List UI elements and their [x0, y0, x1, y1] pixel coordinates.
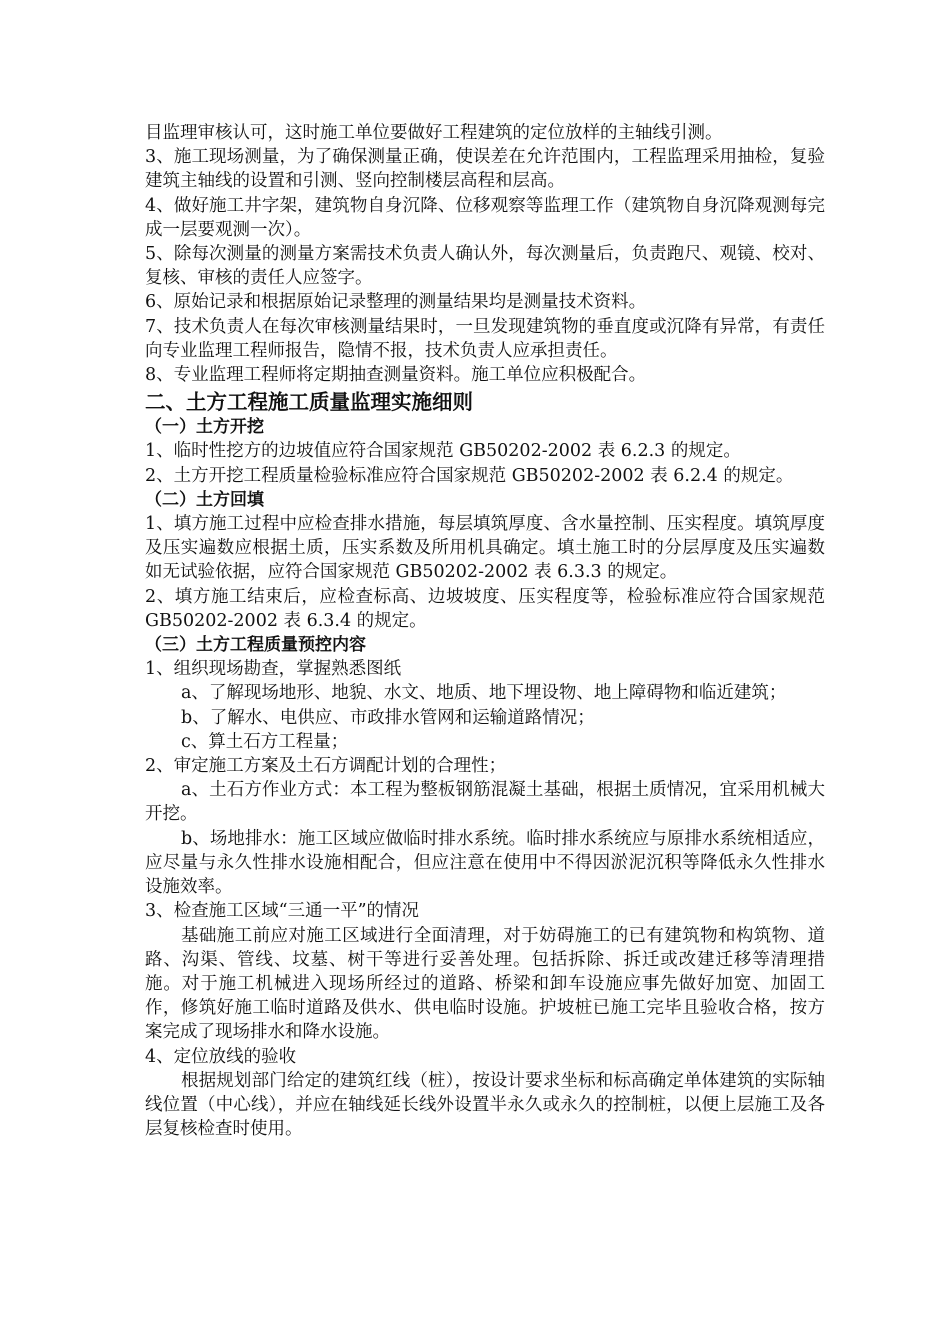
paragraph-indented: b、了解水、电供应、市政排水管网和运输道路情况；: [181, 707, 595, 728]
subsection-heading: （三）土方工程质量预控内容: [145, 635, 366, 656]
document-page: [145, 121, 825, 1141]
paragraph-indented: a、土石方作业方式：本工程为整板钢筋混凝土基础，根据土质情况，宜采用机械大开挖。: [145, 780, 825, 825]
paragraph: 1、临时性挖方的边坡值应符合国家规范 GB50202-2002 表 6.2.3 的规定。: [145, 441, 741, 462]
subsection-heading: （二）土方回填: [145, 489, 264, 510]
paragraph: 3、施工现场测量，为了确保测量正确，使误差在允许范围内，工程监理采用抽检，复验建筑主轴线的设置和引测、竖向控制楼层高程和层高。: [145, 147, 825, 192]
paragraph: 4、做好施工井字架，建筑物自身沉降、位移观察等监理工作（建筑物自身沉降观测每完成一层要观测一次）。: [145, 195, 825, 240]
paragraph: 2、填方施工结束后，应检查标高、边坡坡度、压实程度等，检验标准应符合国家规范 GB50202-2002 表 6.3.4 的规定。: [145, 586, 825, 631]
paragraph: 4、定位放线的验收: [145, 1046, 297, 1067]
paragraph: 5、除每次测量的测量方案需技术负责人确认外，每次测量后，负责跑尺、观镜、校对、复核、审核的责任人应签字。: [145, 244, 825, 289]
paragraph: 8、专业监理工程师将定期抽查测量资料。施工单位应积极配合。: [145, 365, 647, 386]
paragraph-indented: a、了解现场地形、地貌、水文、地质、地下埋设物、地上障碍物和临近建筑；: [181, 683, 787, 704]
paragraph: 2、审定施工方案及土石方调配计划的合理性；: [145, 756, 507, 777]
paragraph-indented: b、场地排水：施工区域应做临时排水系统。临时排水系统应与原排水系统相适应，应尽量与永久性排水设施相配合，但应注意在使用中不得因淤泥沉积等降低永久性排水设施效率。: [145, 828, 825, 898]
paragraph: 3、检查施工区域“三通一平”的情况: [145, 901, 420, 922]
paragraph: 6、原始记录和根据原始记录整理的测量结果均是测量技术资料。: [145, 292, 647, 313]
paragraph-indented: 根据规划部门给定的建筑红线（桩），按设计要求坐标和标高确定单体建筑的实际轴线位置（中心线），并应在轴线延长线外设置半永久或永久的控制桩，以便上层施工及各层复核检查时使用。: [145, 1070, 825, 1140]
paragraph: 2、土方开挖工程质量检验标准应符合国家规范 GB50202-2002 表 6.2.4 的规定。: [145, 465, 794, 486]
paragraph: 目监理审核认可，这时施工单位要做好工程建筑的定位放样的主轴线引测。: [145, 123, 723, 143]
paragraph-indented: 基础施工前应对施工区域进行全面清理，对于妨碍施工的已有建筑物和构筑物、道路、沟渠、管线、坟墓、树干等进行妥善处理。包括拆除、拆迁或改建迁移等清理措施。对于施工机械进入现场所经过的道路、桥梁和卸车设施应事先做好加宽、加固工作，修筑好施工临时道路及供水、供电临时设施。护坡桩已施工完毕且验收合格，按方案完成了现场排水和降水设施。: [145, 925, 825, 1043]
section-heading: 二、土方工程施工质量监理实施细则: [145, 390, 473, 415]
subsection-heading: （一）土方开挖: [145, 417, 264, 438]
paragraph: 7、技术负责人在每次审核测量结果时，一旦发现建筑物的垂直度或沉降有异常，有责任向专业监理工程师报告，隐情不报，技术负责人应承担责任。: [145, 316, 825, 361]
paragraph-indented: c、算土石方工程量；: [181, 731, 349, 752]
paragraph: 1、填方施工过程中应检查排水措施，每层填筑厚度、含水量控制、压实程度。填筑厚度及压实遍数应根据土质，压实系数及所用机具确定。填土施工时的分层厚度及压实遍数如无试验依据，应符合国家规范 GB50202-2002 表 6.3.3 的规定。: [145, 514, 825, 583]
paragraph: 1、组织现场勘查，掌握熟悉图纸: [145, 659, 402, 680]
